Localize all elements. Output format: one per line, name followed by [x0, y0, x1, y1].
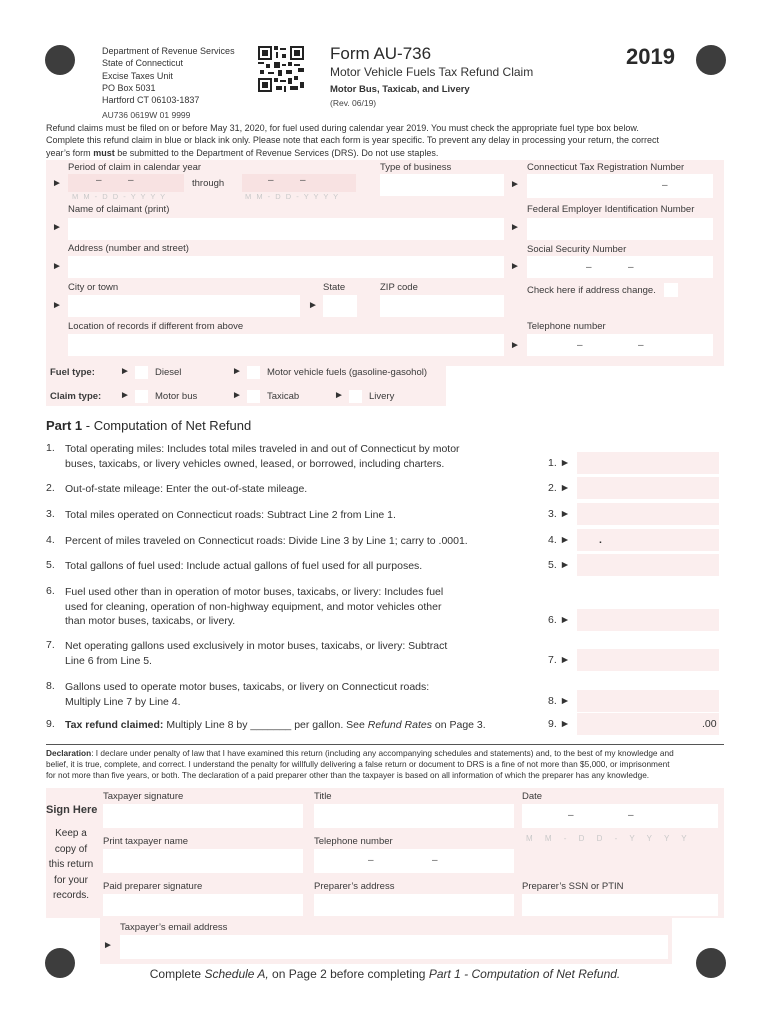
date-format-mask: M M - D D - Y Y Y Y: [72, 192, 167, 201]
line-number: 5.: [46, 559, 55, 571]
preparer-ssn-label: Preparer’s SSN or PTIN: [522, 881, 624, 892]
motor-bus-option: Motor bus: [155, 391, 198, 402]
date-separator: –: [128, 175, 134, 186]
line-description: [65, 534, 468, 549]
fein-label: Federal Employer Identification Number: [527, 204, 695, 215]
ssn-field[interactable]: [527, 256, 713, 278]
print-name-field[interactable]: [103, 849, 303, 873]
arrow-icon: ►: [120, 390, 130, 401]
address-label: Address (number and street): [68, 243, 189, 254]
line-8-amount-field[interactable]: [577, 690, 719, 712]
period-start-field[interactable]: [68, 174, 184, 192]
line-description: [65, 508, 396, 523]
agency-line: PO Box 5031: [102, 82, 156, 93]
line-description: [65, 559, 422, 574]
email-field[interactable]: [120, 935, 668, 959]
line-ref-number-text: 1.: [548, 456, 557, 469]
line-number: 1.: [46, 442, 55, 454]
period-label: Period of claim in calendar year: [68, 162, 202, 173]
part1-title: - Computation of Net Refund: [82, 418, 252, 433]
line-description-text: than motor buses, taxicabs, or livery.: [65, 615, 236, 627]
line-description-text: Gallons used to operate motor buses, taxicabs, or livery on Connecticut roads:: [65, 681, 430, 693]
line-number: 8.: [46, 680, 55, 692]
arrow-icon: ►: [120, 366, 130, 377]
line-description-text: buses, taxicabs, or livery vehicles owned, leased, or borrowed, including charters.: [65, 457, 445, 470]
sign-telephone-label: Telephone number: [314, 836, 393, 847]
footer-note: [0, 967, 770, 981]
line-description-text: Fuel used other than in operation of motor buses, taxicabs, or livery: Includes fuel: [65, 586, 444, 598]
date-separator: –: [568, 810, 574, 821]
form-title: Form AU-736: [330, 44, 432, 63]
line-description: [65, 442, 460, 471]
date-separator: –: [300, 175, 306, 186]
arrow-icon: ►: [559, 718, 571, 730]
number-separator: –: [662, 180, 668, 191]
refund-rates-ref: Refund Rates: [367, 719, 432, 731]
part1-label: Part 1: [46, 418, 83, 433]
taxicab-option: Taxicab: [267, 391, 300, 402]
arrow-icon: ►: [232, 390, 242, 401]
line-description: [65, 680, 429, 709]
sign-here-label: Sign Here: [46, 804, 98, 816]
declaration-line: for not more than five years, or both. The declaration of a paid preparer other than the taxpayer is based on all information of which the preparer has any knowledge.: [46, 770, 650, 780]
title-label: Title: [314, 791, 332, 802]
instruction-text: be submitted to the Department of Revenue Services (DRS). Do not use staples.: [114, 147, 439, 158]
line-ref-number: [548, 482, 570, 494]
line-description-text: used for cleaning, operation of non-highway equipment, and motor vehicles other: [65, 600, 442, 613]
instruction-text: year’s form: [46, 147, 94, 158]
form-subtitle: Motor Vehicle Fuels Tax Refund Claim: [330, 65, 534, 79]
declaration-line: [46, 748, 736, 759]
arrow-icon: ►: [559, 508, 571, 520]
line-description-text: Multiply Line 7 by Line 4.: [65, 695, 181, 708]
revision-date: (Rev. 06/19): [330, 98, 377, 108]
address-change-label: Check here if address change.: [527, 285, 656, 296]
form-code: AU736 0619W 01 9999: [102, 110, 191, 120]
arrow-icon: ►: [559, 534, 571, 546]
line-description-text: Percent of miles traveled on Connecticut roads: Divide Line 3 by Line 1; carry to .0001.: [65, 535, 468, 547]
arrow-icon: ►: [510, 179, 520, 190]
arrow-icon: ►: [334, 390, 344, 401]
agency-line: Department of Revenue Services: [102, 46, 235, 56]
line-number: 9.: [46, 718, 55, 730]
declaration-label: Declaration: [46, 748, 92, 758]
state-field[interactable]: [323, 295, 357, 317]
motor-bus-checkbox[interactable]: [135, 390, 148, 403]
state-label: State: [323, 282, 346, 293]
records-location-field[interactable]: [68, 334, 504, 356]
arrow-icon: ►: [52, 300, 62, 311]
line9-part: Multiply Line 8 by: [163, 719, 251, 731]
line-ref-number-text: 8.: [548, 694, 557, 707]
tax-year: 2019: [626, 44, 675, 69]
business-type-label: Type of business: [380, 162, 452, 173]
line-ref-number: [548, 457, 570, 469]
claimant-name-field[interactable]: [68, 218, 504, 240]
taxpayer-signature-label: Taxpayer signature: [103, 791, 184, 802]
number-separator: –: [577, 340, 583, 351]
decimal-point: .: [599, 534, 602, 546]
line-6-amount-field[interactable]: [577, 609, 719, 631]
declaration: [46, 748, 736, 781]
line-ref-number: [548, 718, 570, 730]
qr-code-icon: [258, 46, 304, 92]
instructions: [46, 122, 736, 159]
line9-cents: .00: [702, 718, 717, 730]
agency-line: State of Connecticut: [102, 58, 184, 69]
keep-copy-line: for your: [54, 874, 88, 886]
arrow-icon: ►: [52, 261, 62, 272]
number-separator: –: [628, 262, 634, 273]
arrow-icon: ►: [103, 940, 113, 951]
date-label: Date: [522, 791, 543, 802]
keep-copy-line: records.: [52, 890, 90, 901]
footer-text: Complete: [149, 967, 205, 981]
arrow-icon: ►: [52, 178, 62, 189]
registration-dot-top-right: [696, 45, 726, 75]
preparer-address-label: Preparer’s address: [314, 881, 395, 892]
divider: [46, 744, 724, 745]
part1-ref: Part 1 - Computation of Net Refund.: [428, 967, 621, 981]
print-name-label: Print taxpayer name: [103, 836, 189, 847]
records-location-label: Location of records if different from above: [68, 321, 244, 332]
arrow-icon: ►: [559, 559, 571, 571]
line-ref-number-text: 7.: [548, 653, 557, 666]
taxpayer-signature-field[interactable]: [103, 804, 303, 828]
telephone-field[interactable]: [527, 334, 713, 356]
rate-blank[interactable]: _______: [250, 719, 292, 731]
telephone-label: Telephone number: [527, 321, 606, 332]
line-ref-number: [548, 695, 570, 707]
line-ref-number-text: 5.: [548, 559, 557, 571]
ct-registration-label: Connecticut Tax Registration Number: [527, 162, 685, 173]
line9-bold: Tax refund claimed:: [65, 719, 164, 731]
declaration-line: belief, it is true, complete, and correct. I understand the penalty for willfully delivering a false return or document to DRS is a fine of not more than $5,000, or imprisonment: [46, 759, 670, 769]
line-description-text: Total miles operated on Connecticut roads: Subtract Line 2 from Line 1.: [65, 509, 396, 521]
line-ref-number: [548, 654, 570, 666]
gasoline-checkbox[interactable]: [247, 366, 260, 379]
date-format-mask: M M - D D - Y Y Y Y: [526, 834, 692, 843]
instruction-emphasis: must: [93, 147, 115, 158]
arrow-icon: ►: [510, 222, 520, 233]
agency-line: Hartford CT 06103-1837: [102, 95, 200, 106]
city-label: City or town: [68, 282, 119, 293]
zip-field[interactable]: [380, 295, 504, 317]
registration-dot-top-left: [45, 45, 75, 75]
arrow-icon: ►: [510, 340, 520, 351]
footer-text: on Page 2 before completing: [268, 967, 429, 981]
instruction-line: [46, 147, 736, 159]
line-number: 7.: [46, 639, 55, 651]
line9-part: on Page 3.: [431, 719, 486, 731]
line-5-amount-field[interactable]: [577, 554, 719, 576]
livery-checkbox[interactable]: [349, 390, 362, 403]
business-type-field[interactable]: [380, 174, 504, 196]
line-ref-number-text: 2.: [548, 482, 557, 494]
preparer-address-field[interactable]: [314, 894, 514, 916]
line-3-amount-field[interactable]: [577, 503, 719, 525]
livery-option: Livery: [369, 391, 395, 402]
line-description: [65, 639, 447, 668]
line-number: 6.: [46, 585, 55, 597]
instruction-line: Complete this refund claim in blue or black ink only. Please note that each form is year specific. To prevent any delay in processing your return, the correct: [46, 135, 659, 146]
taxicab-checkbox[interactable]: [247, 390, 260, 403]
line-number: 2.: [46, 482, 55, 494]
keep-copy-line: Keep a: [55, 828, 87, 839]
line9-part: per gallon. See: [291, 719, 368, 731]
line-ref-number: [548, 508, 570, 520]
line-description-text: Out-of-state mileage: Enter the out-of-state mileage.: [65, 483, 308, 495]
line-ref-number: [548, 559, 570, 571]
gasoline-option: Motor vehicle fuels (gasoline-gasohol): [267, 367, 427, 378]
line-number: 4.: [46, 534, 55, 546]
fuel-type-label: Fuel type:: [50, 367, 95, 378]
number-separator: –: [368, 855, 374, 866]
line-ref-number: [548, 614, 570, 626]
agency-line: Excise Taxes Unit: [102, 70, 173, 81]
email-label: Taxpayer’s email address: [120, 922, 228, 933]
diesel-checkbox[interactable]: [135, 366, 148, 379]
keep-copy-note: [46, 826, 96, 904]
line-description: [65, 585, 443, 629]
line-number: 3.: [46, 508, 55, 520]
preparer-signature-label: Paid preparer signature: [103, 881, 203, 892]
line-ref-number-text: 4.: [548, 534, 557, 546]
city-field[interactable]: [68, 295, 300, 317]
claimant-name-label: Name of claimant (print): [68, 204, 170, 215]
line-ref-number-text: 3.: [548, 508, 557, 520]
arrow-icon: ►: [52, 222, 62, 233]
period-end-field[interactable]: [242, 174, 356, 192]
line-description-text: Total gallons of fuel used: Include actual gallons of fuel used for all purposes.: [65, 560, 423, 572]
line-ref-number-text: 6.: [548, 614, 557, 626]
arrow-icon: ►: [559, 694, 571, 707]
claim-type-label: Claim type:: [50, 391, 102, 402]
ct-registration-field[interactable]: [527, 174, 713, 198]
preparer-signature-field[interactable]: [103, 894, 303, 916]
arrow-icon: ►: [559, 614, 571, 626]
keep-copy-line: this return: [48, 859, 94, 870]
keep-copy-line: copy of: [54, 843, 88, 855]
instruction-line: Refund claims must be filed on or before May 31, 2020, for fuel used during calendar year 2019. You must check the appropriate fuel type box below.: [46, 123, 639, 133]
date-separator: –: [96, 175, 102, 186]
fein-field[interactable]: [527, 218, 713, 240]
line-7-amount-field[interactable]: [577, 649, 719, 671]
line-1-amount-field[interactable]: [577, 452, 719, 474]
through-label: through: [192, 178, 225, 189]
date-field[interactable]: [522, 804, 718, 828]
sign-telephone-field[interactable]: [314, 849, 514, 873]
line9-amount-field[interactable]: [577, 713, 719, 735]
arrow-icon: ►: [559, 482, 571, 494]
agency-block: [102, 45, 235, 106]
line-description-text: Line 6 from Line 5.: [65, 654, 152, 667]
arrow-icon: ►: [559, 456, 571, 469]
declaration-text: : I declare under penalty of law that I have examined this return (including any accompanying schedules and statements) and, to the best of my knowledge and: [91, 748, 674, 758]
address-field[interactable]: [68, 256, 504, 278]
arrow-icon: ►: [232, 366, 242, 377]
line-ref-number: [548, 534, 570, 546]
date-format-mask: M M - D D - Y Y Y Y: [245, 192, 340, 201]
part1-heading: [46, 418, 251, 433]
schedule-a-ref: Schedule A,: [204, 967, 269, 981]
number-separator: –: [586, 262, 592, 273]
line-ref-number-text: 9.: [548, 718, 557, 730]
zip-label: ZIP code: [380, 282, 418, 293]
diesel-option: Diesel: [155, 367, 182, 378]
line-description: [65, 482, 307, 497]
line-description-text: Net operating gallons used exclusively in motor buses, taxicabs, or livery: Subtract: [65, 640, 448, 652]
line-2-amount-field[interactable]: [577, 477, 719, 499]
line-description-text: Total operating miles: Includes total miles traveled in and out of Connecticut by motor: [65, 443, 460, 455]
date-separator: –: [628, 810, 634, 821]
date-separator: –: [268, 175, 274, 186]
preparer-ssn-field[interactable]: [522, 894, 718, 916]
ssn-label: Social Security Number: [527, 244, 627, 255]
number-separator: –: [432, 855, 438, 866]
arrow-icon: ►: [559, 653, 571, 666]
arrow-icon: ►: [308, 300, 318, 311]
title-field[interactable]: [314, 804, 514, 828]
arrow-icon: ►: [510, 261, 520, 272]
address-change-checkbox[interactable]: [664, 283, 678, 297]
form-sub-heading: Motor Bus, Taxicab, and Livery: [330, 84, 470, 95]
number-separator: –: [638, 340, 644, 351]
line9-text: [65, 718, 486, 733]
